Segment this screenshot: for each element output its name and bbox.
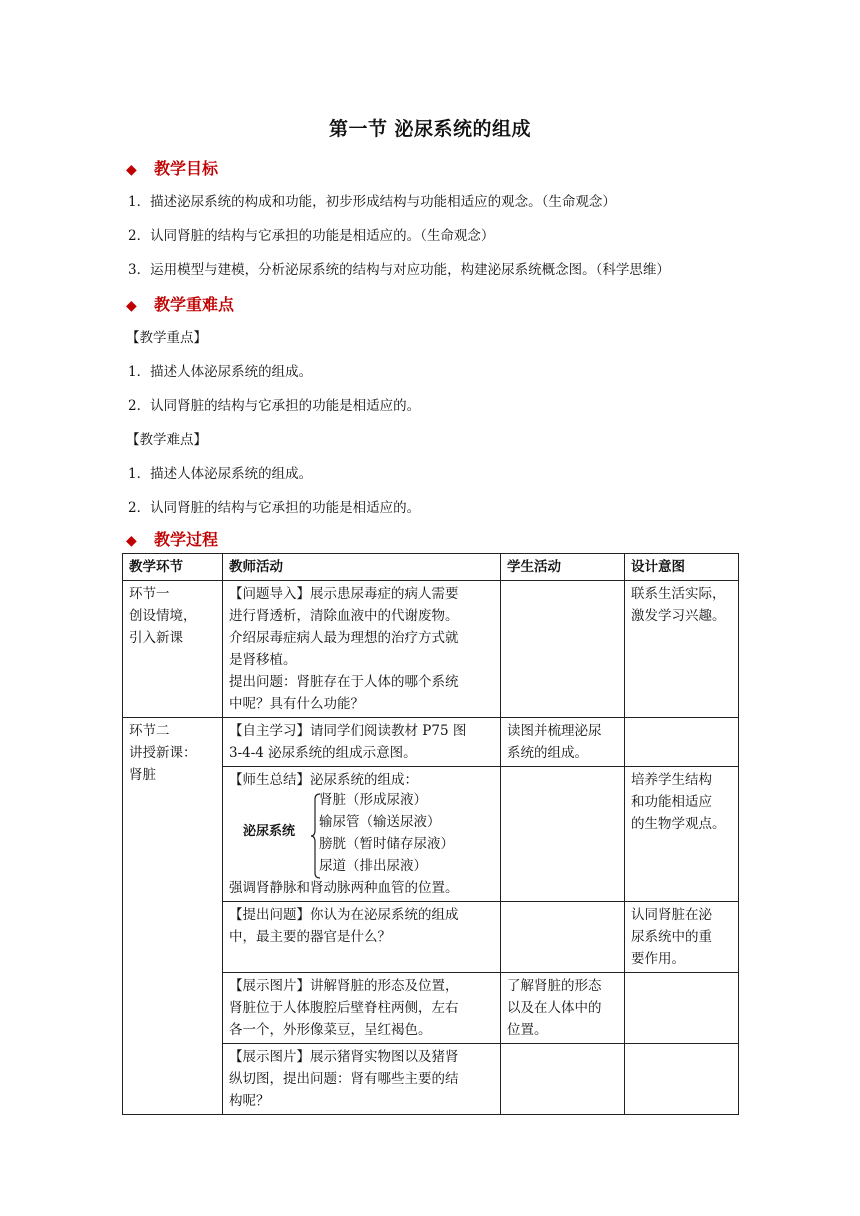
student-cell <box>501 902 625 973</box>
table-row <box>123 581 739 718</box>
focus-item: 1．描述人体泌尿系统的组成。 <box>128 364 313 380</box>
student-cell <box>501 1044 625 1115</box>
header-teacher: 教师活动 <box>223 554 501 581</box>
table-row <box>123 718 739 767</box>
teacher-line: 是肾移植。 <box>229 652 297 668</box>
design-line: 和功能相适应 <box>631 794 712 810</box>
stage-cell <box>123 718 223 1115</box>
teacher-line: 各一个，外形像菜豆，呈红褐色。 <box>229 1022 432 1038</box>
header-design: 设计意图 <box>625 554 739 581</box>
teacher-line: 提出问题：肾脏存在于人体的哪个系统 <box>229 674 459 690</box>
design-cell <box>625 767 739 902</box>
teacher-line: 纵切图，提出问题：肾有哪些主要的结 <box>229 1071 459 1087</box>
teacher-line: 构呢？ <box>229 1093 270 1109</box>
teacher-line: 3-4-4 泌尿系统的组成示意图。 <box>229 745 417 761</box>
student-line: 读图并梳理泌尿 <box>507 723 602 739</box>
teacher-line: 进行肾透析，清除血液中的代谢废物。 <box>229 608 459 624</box>
stage-label-line: 环节一 <box>129 586 170 602</box>
brace-item: 尿道（排出尿液） <box>319 858 427 874</box>
student-line: 位置。 <box>507 1022 548 1038</box>
difficulty-item: 2．认同肾脏的结构与它承担的功能是相适应的。 <box>128 500 421 516</box>
difficulty-label: 【教学难点】 <box>126 432 207 448</box>
teacher-cell <box>223 581 501 718</box>
section-heading-process <box>126 527 218 550</box>
focus-label: 【教学重点】 <box>126 330 207 346</box>
stage-label-line: 创设情境， <box>129 608 197 624</box>
teacher-cell <box>223 1044 501 1115</box>
brace-item: 膀胱（暂时储存尿液） <box>319 836 454 852</box>
teacher-line: 肾脏位于人体腹腔后壁脊柱两侧，左右 <box>229 1000 459 1016</box>
stage-label-line: 肾脏 <box>129 767 156 783</box>
header-student: 学生活动 <box>501 554 625 581</box>
student-line: 以及在人体中的 <box>507 1000 602 1016</box>
student-cell <box>501 767 625 902</box>
header-stage: 教学环节 <box>123 554 223 581</box>
design-cell <box>625 718 739 767</box>
design-line: 培养学生结构 <box>631 772 712 788</box>
teacher-cell <box>223 767 501 902</box>
design-cell <box>625 902 739 973</box>
focus-item: 2．认同肾脏的结构与它承担的功能是相适应的。 <box>128 398 421 414</box>
diamond-bullet-icon: ◆ <box>126 298 137 314</box>
student-cell <box>501 973 625 1044</box>
brace-item: 输尿管（输送尿液） <box>319 814 441 830</box>
design-cell <box>625 973 739 1044</box>
design-line: 认同肾脏在泌 <box>631 907 712 923</box>
teacher-line: 【提出问题】你认为在泌尿系统的组成 <box>229 907 459 923</box>
teacher-line: 【展示图片】讲解肾脏的形态及位置， <box>229 978 459 994</box>
urinary-system-brace-diagram <box>229 791 495 877</box>
section-heading-text: 教学目标 <box>154 159 219 178</box>
design-cell <box>625 1044 739 1115</box>
section-heading-text: 教学重难点 <box>154 295 235 314</box>
teacher-line: 中，最主要的器官是什么？ <box>229 929 391 945</box>
student-line: 了解肾脏的形态 <box>507 978 602 994</box>
teacher-line: 介绍尿毒症病人最为理想的治疗方式就 <box>229 630 459 646</box>
page-title: 第一节 泌尿系统的组成 <box>328 118 532 140</box>
stage-label-line: 环节二 <box>129 723 170 739</box>
design-line: 联系生活实际， <box>631 586 726 602</box>
teacher-cell <box>223 973 501 1044</box>
design-line: 的生物学观点。 <box>631 816 726 832</box>
diamond-bullet-icon: ◆ <box>126 162 137 178</box>
difficulty-item: 1．描述人体泌尿系统的组成。 <box>128 466 313 482</box>
section-heading-key-points <box>126 292 234 315</box>
teacher-line: 【自主学习】请同学们阅读教材 P75 图 <box>229 723 467 739</box>
objective-item: 2．认同肾脏的结构与它承担的功能是相适应的。（生命观念） <box>128 228 495 244</box>
student-cell <box>501 581 625 718</box>
stage-label-line: 引入新课 <box>129 630 183 646</box>
objective-item: 1．描述泌尿系统的构成和功能，初步形成结构与功能相适应的观念。（生命观念） <box>128 194 616 210</box>
stage-cell <box>123 581 223 718</box>
table-header-row <box>123 554 739 581</box>
teacher-cell <box>223 902 501 973</box>
diamond-bullet-icon: ◆ <box>126 533 137 549</box>
teacher-line: 【展示图片】展示猪肾实物图以及猪肾 <box>229 1049 459 1065</box>
design-line: 要作用。 <box>631 951 685 967</box>
section-heading-text: 教学过程 <box>154 530 219 549</box>
design-cell <box>625 581 739 718</box>
section-heading-objectives <box>126 156 218 179</box>
stage-label-line: 讲授新课： <box>129 745 197 761</box>
teacher-line: 中呢？具有什么功能？ <box>229 696 364 712</box>
design-line: 尿系统中的重 <box>631 929 712 945</box>
process-table <box>122 553 739 1115</box>
teacher-line: 【问题导入】展示患尿毒症的病人需要 <box>229 586 459 602</box>
objective-item: 3．运用模型与建模，分析泌尿系统的结构与对应功能，构建泌尿系统概念图。（科学思维） <box>128 262 670 278</box>
teacher-cell <box>223 718 501 767</box>
brace-label: 泌尿系统 <box>243 824 296 839</box>
student-line: 系统的组成。 <box>507 745 588 761</box>
design-line: 激发学习兴趣。 <box>631 608 726 624</box>
teacher-line: 强调肾静脉和肾动脉两种血管的位置。 <box>229 880 459 896</box>
teacher-line: 【师生总结】泌尿系统的组成： <box>229 772 418 788</box>
brace-item: 肾脏（形成尿液） <box>319 792 427 808</box>
student-cell <box>501 718 625 767</box>
